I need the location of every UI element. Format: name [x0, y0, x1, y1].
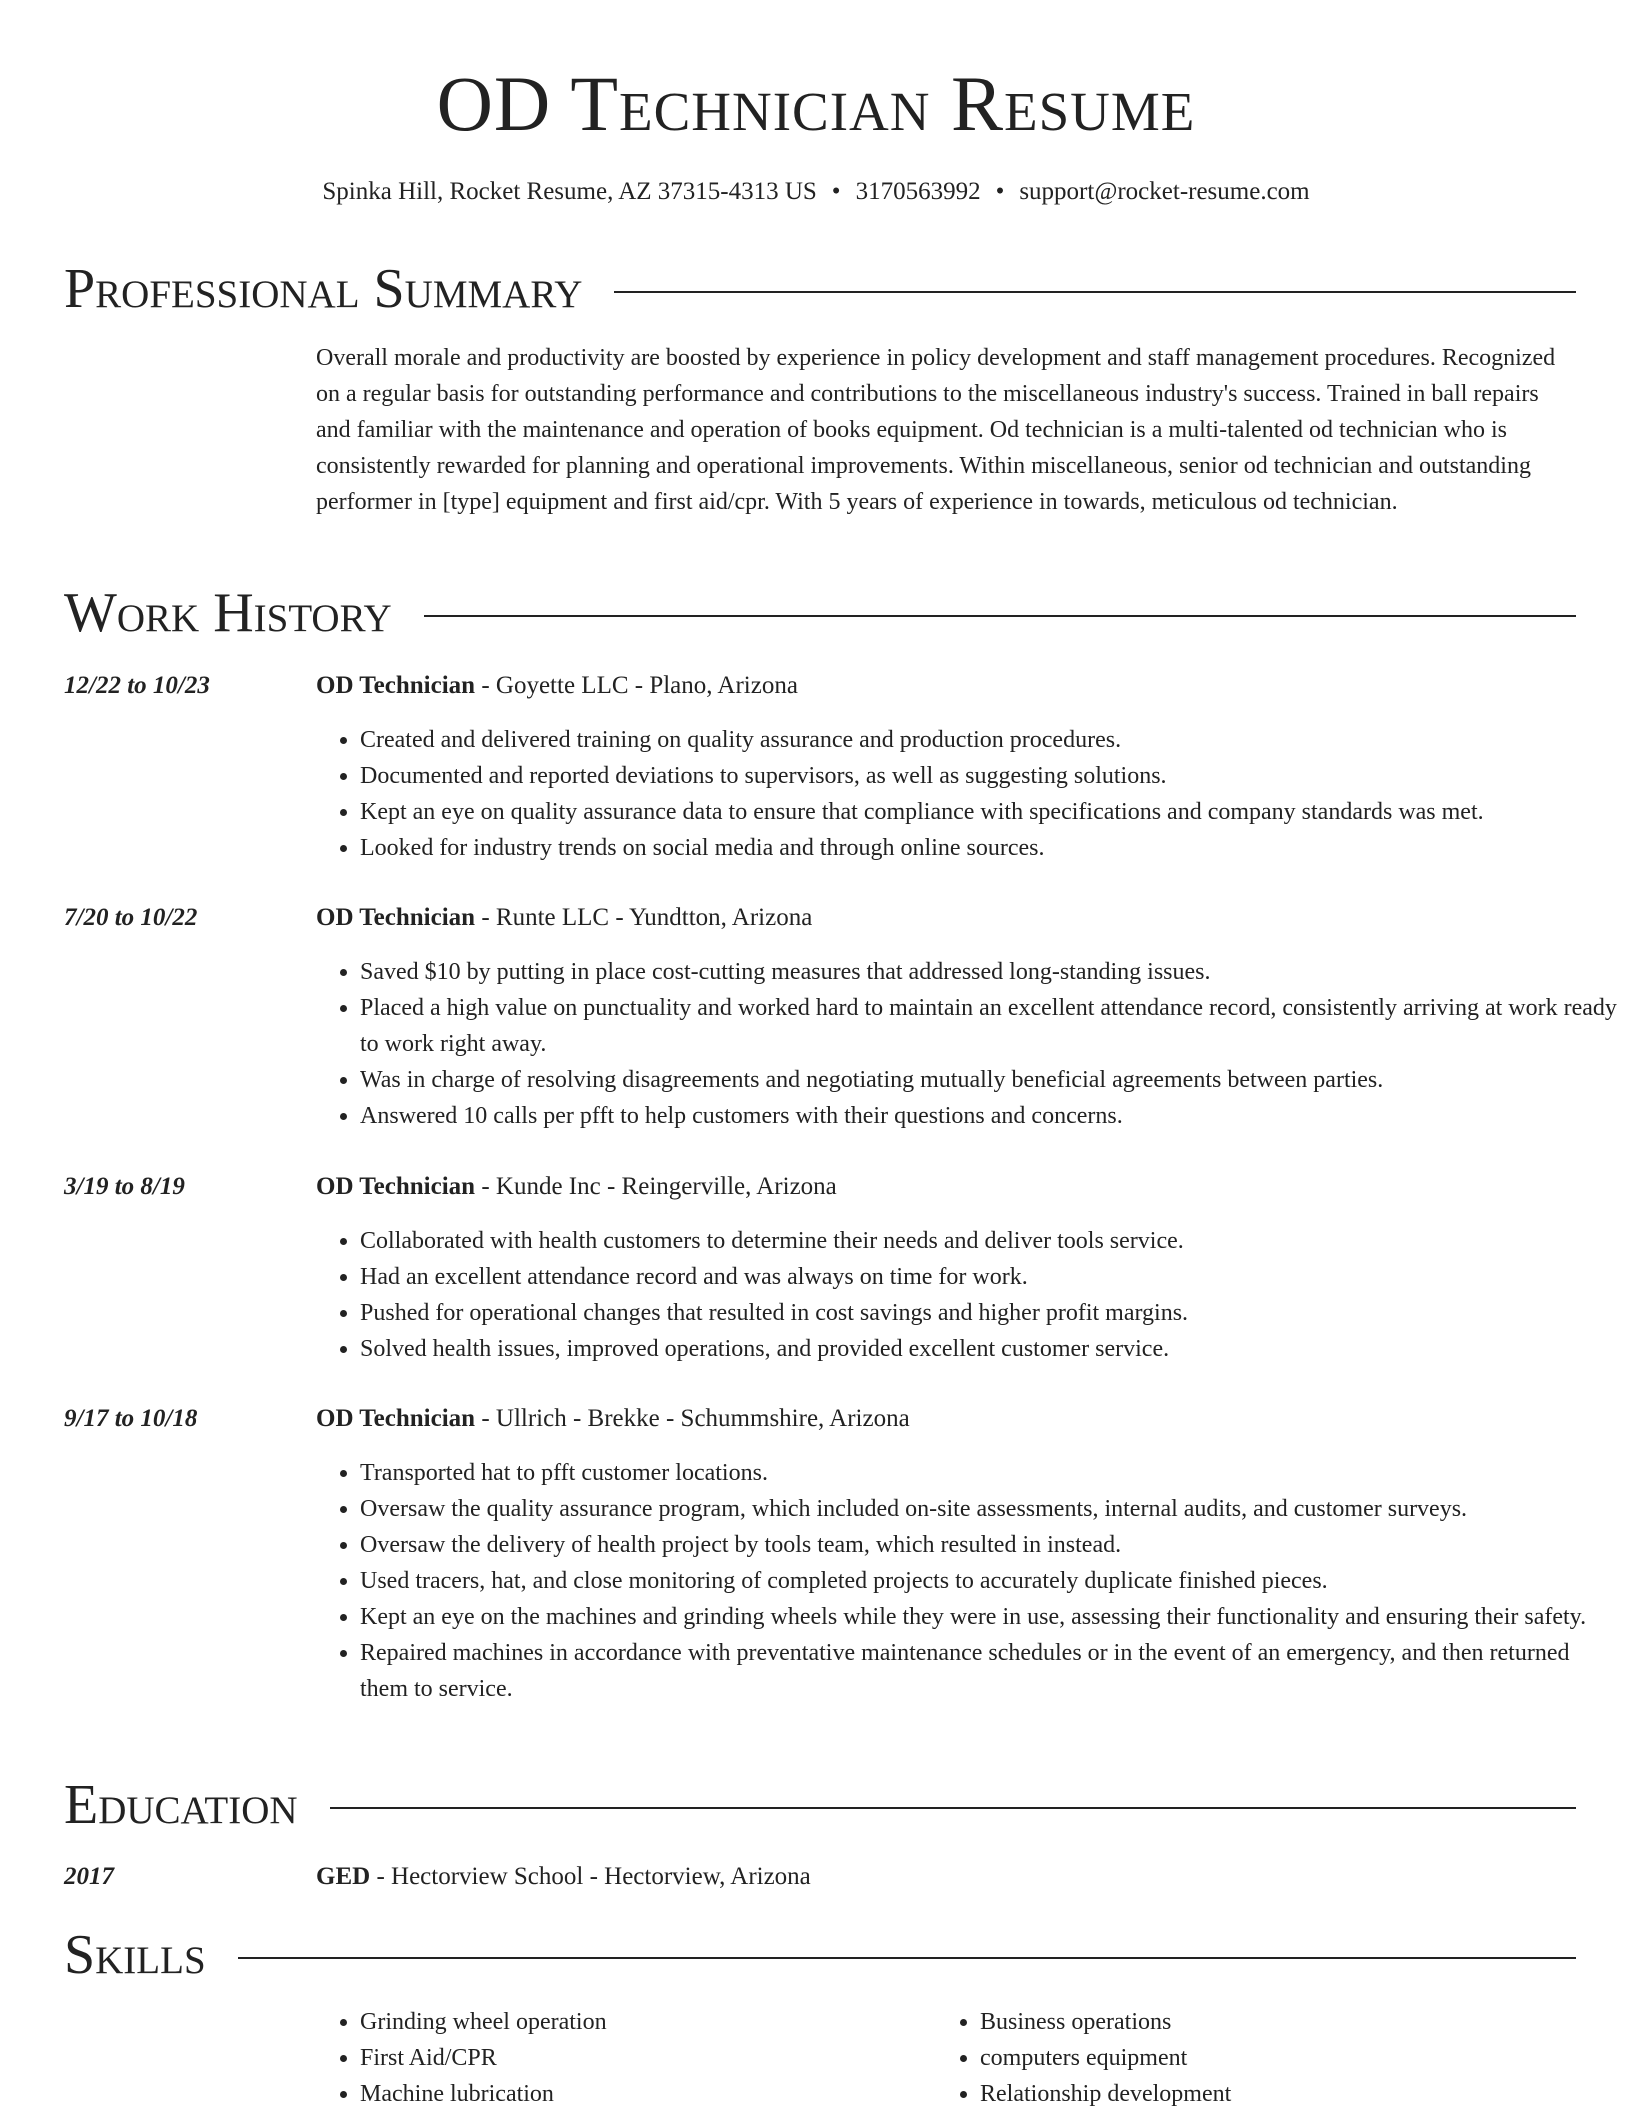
- job-title: OD Technician: [316, 1173, 476, 1200]
- job-date: 9/17 to 10/18: [64, 1405, 198, 1432]
- job-bullet: • Looked for industry trends on social media and through online sources.: [360, 830, 1622, 866]
- job-heading: [316, 668, 1578, 704]
- job-bullet: • Was in charge of resolving disagreements and negotiating mutually beneficial agreements between parties.: [360, 1062, 1622, 1098]
- job-bullet: • Oversaw the quality assurance program, which included on-site assessments, internal audits, and customer surveys.: [360, 1491, 1622, 1527]
- education-details: - Hectorview School - Hectorview, Arizona: [370, 1863, 811, 1890]
- education-date: 2017: [64, 1863, 114, 1890]
- section-divider: [424, 615, 1576, 617]
- job-bullets: [316, 722, 1622, 866]
- section-title-work: Work History: [64, 582, 392, 644]
- contact-email[interactable]: support@rocket-resume.com: [1019, 178, 1310, 205]
- skill-item: • Relationship development: [980, 2076, 1580, 2112]
- section-header-summary: [64, 256, 1576, 322]
- contact-address: Spinka Hill, Rocket Resume, AZ 37315-4313 US: [322, 178, 817, 205]
- job-bullet: • Collaborated with health customers to determine their needs and deliver tools service.: [360, 1223, 1622, 1259]
- job-title: OD Technician: [316, 1405, 476, 1432]
- job-details: - Ullrich - Brekke - Schummshire, Arizona: [475, 1405, 910, 1432]
- job-details: - Goyette LLC - Plano, Arizona: [475, 672, 798, 699]
- section-header-work: [64, 580, 1576, 646]
- job-bullet: • Documented and reported deviations to supervisors, as well as suggesting solutions.: [360, 758, 1622, 794]
- job-bullet: • Solved health issues, improved operations, and provided excellent customer service.: [360, 1331, 1622, 1367]
- job-bullet: • Pushed for operational changes that resulted in cost savings and higher profit margins.: [360, 1295, 1622, 1331]
- section-divider: [330, 1807, 1576, 1809]
- job-date: 3/19 to 8/19: [64, 1173, 185, 1200]
- education-degree: GED: [316, 1863, 371, 1890]
- contact-line: [0, 174, 1632, 210]
- section-header-skills: [64, 1922, 1576, 1988]
- contact-phone: 3170563992: [855, 178, 981, 205]
- skill-item: • computers equipment: [980, 2040, 1580, 2076]
- skill-item: • First Aid/CPR: [360, 2040, 920, 2076]
- section-divider: [614, 291, 1576, 293]
- skills-column-right: [936, 2004, 1580, 2112]
- section-title-skills: Skills: [64, 1924, 206, 1986]
- education-heading: [316, 1859, 1578, 1895]
- job-bullet: • Used tracers, hat, and close monitoring of completed projects to accurately duplicate finished pieces.: [360, 1563, 1622, 1599]
- job-bullets: [316, 1455, 1622, 1707]
- job-heading: [316, 1169, 1578, 1205]
- job-bullet: • Oversaw the delivery of health project by tools team, which resulted in instead.: [360, 1527, 1622, 1563]
- resume-title: OD Technician Resume: [436, 60, 1196, 147]
- contact-separator: •: [831, 178, 841, 205]
- job-heading: [316, 1401, 1578, 1437]
- section-divider: [238, 1957, 1576, 1959]
- job-bullet: • Saved $10 by putting in place cost-cutting measures that addressed long-standing issues.: [360, 954, 1622, 990]
- job-bullet: • Kept an eye on quality assurance data to ensure that compliance with specifications and company standards was met.: [360, 794, 1622, 830]
- contact-separator: •: [995, 178, 1005, 205]
- job-details: - Kunde Inc - Reingerville, Arizona: [475, 1173, 837, 1200]
- job-details: - Runte LLC - Yundtton, Arizona: [475, 904, 813, 931]
- job-bullets: [316, 954, 1622, 1134]
- job-title: OD Technician: [316, 672, 476, 699]
- section-title-education: Education: [64, 1774, 298, 1836]
- job-title: OD Technician: [316, 904, 476, 931]
- job-bullet: • Repaired machines in accordance with preventative maintenance schedules or in the event of an emergency, and then returned them to service.: [360, 1635, 1622, 1707]
- section-title-summary: Professional Summary: [64, 258, 583, 320]
- job-bullets: [316, 1223, 1622, 1367]
- job-heading: [316, 900, 1578, 936]
- job-date: 12/22 to 10/23: [64, 672, 210, 699]
- skill-item: • Machine lubrication: [360, 2076, 920, 2112]
- job-bullet: • Transported hat to pfft customer locations.: [360, 1455, 1622, 1491]
- job-date: 7/20 to 10/22: [64, 904, 198, 931]
- job-bullet: • Created and delivered training on quality assurance and production procedures.: [360, 722, 1622, 758]
- job-bullet: • Answered 10 calls per pfft to help customers with their questions and concerns.: [360, 1098, 1622, 1134]
- skill-item: • Business operations: [980, 2004, 1580, 2040]
- job-bullet: • Kept an eye on the machines and grinding wheels while they were in use, assessing their functionality and ensuring their safety.: [360, 1599, 1622, 1635]
- skill-item: • Grinding wheel operation: [360, 2004, 920, 2040]
- job-bullet: • Placed a high value on punctuality and worked hard to maintain an excellent attendance record, consistently arriving at work ready to work right away.: [360, 990, 1622, 1062]
- section-header-education: [64, 1772, 1576, 1838]
- job-bullet: • Had an excellent attendance record and was always on time for work.: [360, 1259, 1622, 1295]
- skills-column-left: [316, 2004, 920, 2112]
- summary-text: Overall morale and productivity are boosted by experience in policy development and staff management procedures. Recognized on a regular basis for outstanding performance and contributions to the miscellaneous industry's success. Trained in ball repairs and familiar with the maintenance and operation of books equipment. Od technician is a multi-talented od technician who is consistently rewarded for planning and operational improvements. Within miscellaneous, senior od technician and outstanding performer in [type] equipment and first aid/cpr. With 5 years of experience in towards, meticulous od technician.: [316, 345, 1556, 515]
